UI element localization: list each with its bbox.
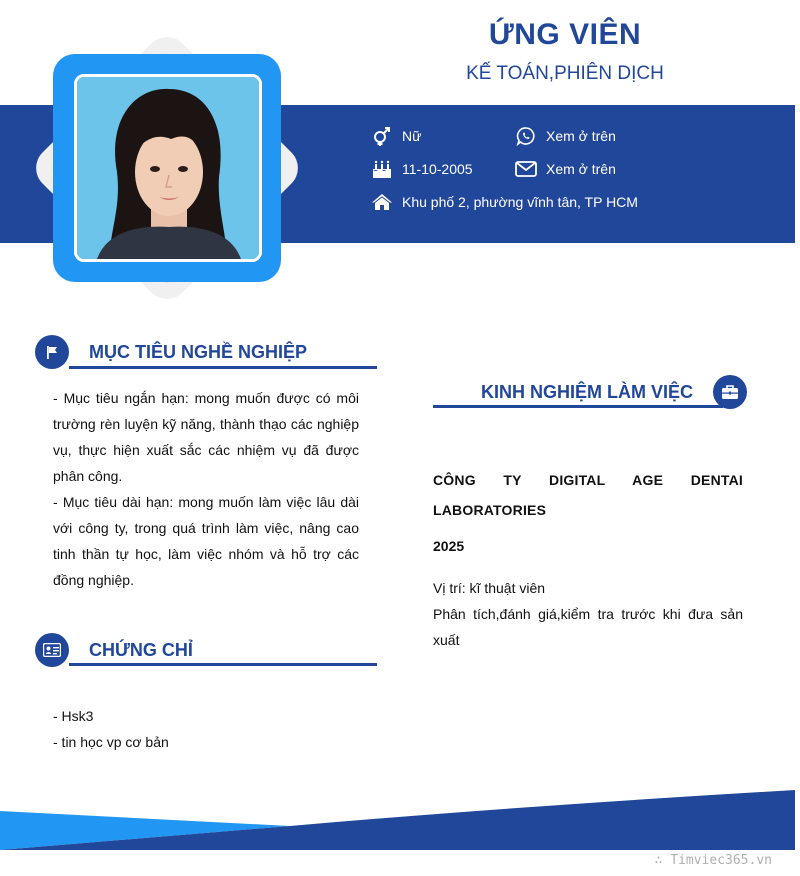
objective-divider xyxy=(69,366,377,369)
objective-text xyxy=(53,385,359,593)
id-card-icon xyxy=(35,633,69,667)
experience-heading-label: KINH NGHIỆM LÀM VIỆC xyxy=(481,381,694,402)
avatar-frame xyxy=(27,28,307,308)
contact-birthday xyxy=(371,159,473,179)
contact-address xyxy=(371,192,638,212)
birthday-value: 11-10-2005 xyxy=(402,161,473,177)
email-value: Xem ở trên xyxy=(546,161,616,177)
experience-role: Vị trí: kĩ thuật viên xyxy=(433,580,546,596)
gender-value: Nữ xyxy=(402,128,422,144)
contact-gender xyxy=(371,126,421,146)
experience-heading xyxy=(481,375,747,409)
experience-divider xyxy=(433,405,723,408)
whatsapp-icon xyxy=(515,126,537,146)
candidate-title: ỨNG VIÊN xyxy=(488,18,642,51)
contact-phone xyxy=(515,126,616,146)
avatar xyxy=(74,74,262,262)
experience-company: CÔNG TY DIGITAL AGE DENTAI LABORATORIES xyxy=(433,472,743,518)
certificate-item: - tin học vp cơ bản xyxy=(53,734,169,750)
flag-icon xyxy=(35,335,69,369)
objective-long-term: - Mục tiêu dài hạn: mong muốn làm việc lâu dài với công ty, trong quá trình làm việc, nâng cao tinh thần tự học, làm việc nhóm và hỗ trợ các đồng nghiệp. xyxy=(53,494,359,588)
brand-watermark: ∴ Timviec365.vn xyxy=(654,853,772,868)
gender-icon xyxy=(371,126,393,146)
certificates-heading xyxy=(35,633,193,667)
objective-heading xyxy=(35,335,307,369)
certificates-divider xyxy=(69,663,377,666)
briefcase-icon xyxy=(713,375,747,409)
certificates-heading-label: CHỨNG CHỈ xyxy=(89,639,193,660)
home-icon xyxy=(371,192,393,212)
objective-heading-label: MỤC TIÊU NGHỀ NGHIỆP xyxy=(89,341,308,362)
experience-details xyxy=(433,575,743,653)
cake-icon xyxy=(371,159,393,179)
candidate-position: KẾ TOÁN,PHIÊN DỊCH xyxy=(466,63,664,84)
phone-value: Xem ở trên xyxy=(546,128,616,144)
envelope-icon xyxy=(515,159,537,179)
experience-description: Phân tích,đánh giá,kiểm tra trước khi đưa sản xuất xyxy=(433,606,743,648)
address-value: Khu phố 2, phường vĩnh tân, TP HCM xyxy=(402,194,638,210)
footer-decoration xyxy=(0,786,800,850)
certificates-list xyxy=(53,703,359,755)
contact-email xyxy=(515,159,616,179)
objective-short-term: - Mục tiêu ngắn hạn: mong muốn được có môi trường rèn luyện kỹ năng, thành thạo các nghiệp vụ, thực hiện xuất sắc các nhiệm vụ đã được phân công. xyxy=(53,390,359,484)
certificate-item: - Hsk3 xyxy=(53,708,94,724)
experience-year: 2025 xyxy=(433,538,465,554)
